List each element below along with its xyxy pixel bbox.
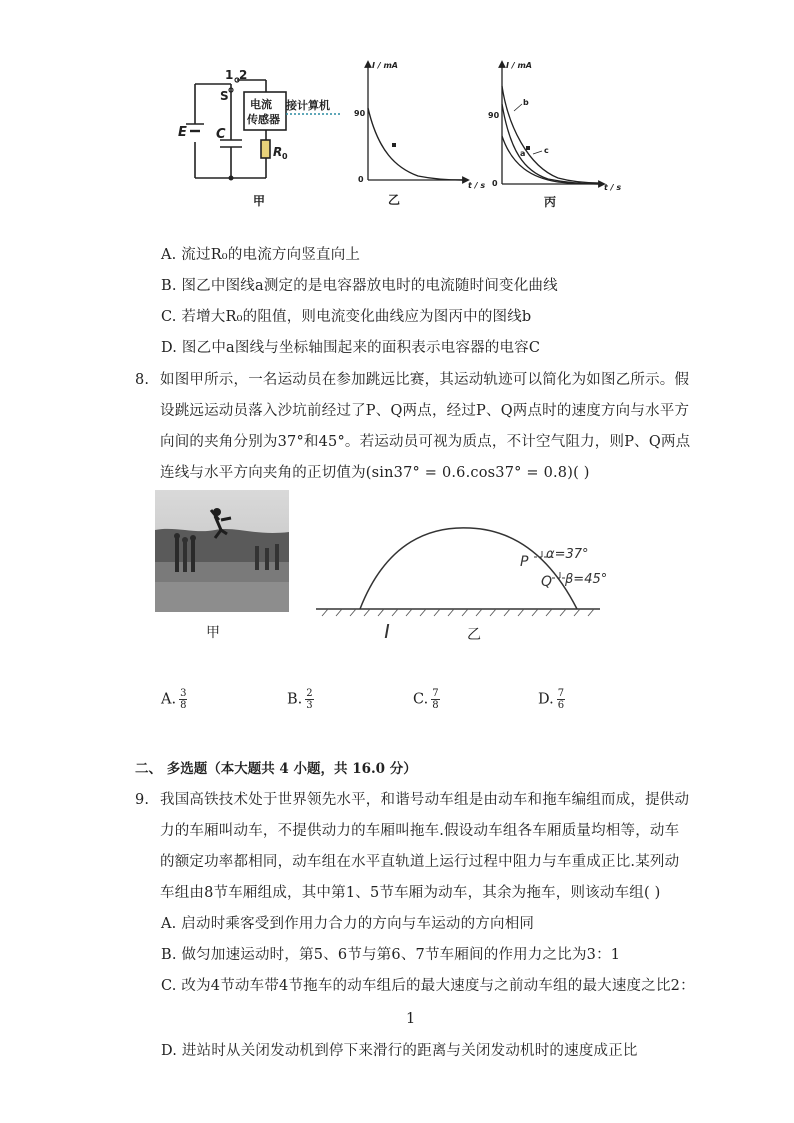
q8-stem-line4: 连线与水平方向夹角的正切值为(sin37° = 0.6.cos37° = 0.8)( ) (160, 465, 590, 481)
battery-label: E (178, 125, 187, 140)
point-q-label: Q (541, 574, 553, 590)
q7-option-a[interactable]: A. 流过R₀的电流方向竖直向上 (161, 247, 361, 263)
q7-option-d[interactable]: D. 图乙中a图线与坐标轴围起来的面积表示电容器的电容C (161, 340, 541, 356)
resistor-subscript: 0 (282, 152, 288, 161)
figure-caption-jia: 甲 (253, 194, 266, 208)
bing-axis-x-label: t / s (604, 183, 622, 192)
current-graph-bing (488, 56, 628, 211)
q9-stem-line3: 的额定功率都相同，动车组在水平直轨道上运行过程中阻力与车重成正比.某列动 (160, 854, 680, 870)
figure-caption-yi: 乙 (388, 193, 401, 207)
bing-curve-c: c (544, 146, 549, 155)
q8-option-a[interactable] (161, 688, 187, 711)
q9-option-c[interactable]: C. 改为4节动车带4节拖车的动车组后的最大速度与之前动车组的最大速度之比2： (161, 978, 695, 994)
sensor-label-line2: 传感器 (247, 113, 280, 126)
q8-option-d-den: 6 (557, 700, 565, 711)
q8-option-c[interactable] (413, 688, 440, 711)
point-p-label: P (520, 554, 529, 570)
q8-option-c-num: 7 (432, 688, 439, 699)
long-jump-photo (155, 490, 289, 612)
q9-stem-line2: 力的车厢叫动车，不提供动力的车厢叫拖车.假设动车组各车厢质量均相等，动车 (160, 823, 680, 839)
q8-option-c-letter: C. (413, 691, 429, 708)
q8-stem-line2: 设跳远运动员落入沙坑前经过了P、Q两点，经过P、Q两点时的速度方向与水平方 (160, 403, 690, 419)
bing-tick-0: 0 (492, 179, 498, 188)
q7-option-c[interactable]: C. 若增大R₀的阻值，则电流变化曲线应为图丙中的图线b (161, 309, 532, 325)
q9-number: 9. (135, 792, 150, 808)
q8-option-a-den: 8 (180, 700, 187, 711)
section-title: 二、 多选题（本大题共 4 小题，共 16.0 分） (135, 761, 417, 777)
q8-option-b-num: 2 (306, 688, 313, 699)
yi-tick-0: 0 (358, 175, 364, 184)
q9-option-a[interactable]: A. 启动时乘客受到作用力合力的方向与车运动的方向相同 (161, 916, 535, 932)
q8-option-c-den: 8 (432, 700, 439, 711)
circuit-diagram-jia (170, 62, 350, 212)
q9-option-d[interactable]: D. 进站时从关闭发动机到停下来滑行的距离与关闭发动机时的速度成正比 (161, 1043, 638, 1059)
figure-caption-bing: 丙 (544, 195, 557, 209)
capacitor-label: C (216, 127, 226, 142)
trajectory-diagram (312, 520, 642, 620)
q8-option-b-den: 3 (306, 700, 313, 711)
q8-stem-line3: 向间的夹角分别为37°和45°。若运动员可视为质点，不计空气阻力，则P、Q两点 (160, 434, 691, 450)
q8-option-a-num: 3 (180, 688, 187, 699)
current-graph-yi (348, 56, 488, 211)
q8-option-b[interactable] (287, 688, 314, 711)
photo-caption-jia: 甲 (206, 625, 220, 641)
q8-option-d-letter: D. (538, 691, 554, 708)
q8-stem-line1: 如图甲所示，一名运动员在参加跳远比赛，其运动轨迹可以简化为如图乙所示。假 (160, 372, 690, 388)
q8-option-a-letter: A. (161, 691, 177, 708)
resistor-label: R (273, 145, 283, 159)
q8-option-d[interactable] (538, 688, 565, 711)
q9-option-c-continuation: 1 (406, 1011, 416, 1027)
q8-option-d-num: 7 (557, 688, 565, 699)
bing-axis-y-label: I / mA (506, 61, 532, 70)
sensor-label-line1: 电流 (250, 98, 272, 111)
bing-curve-b: b (523, 98, 529, 107)
angle-alpha-label: α=37° (546, 547, 589, 562)
q8-number: 8. (135, 372, 150, 388)
q8-option-b-letter: B. (287, 691, 303, 708)
yi-tick-90: 90 (354, 109, 366, 118)
switch-label-s: S (220, 89, 229, 103)
computer-label: 接计算机 (286, 99, 330, 112)
diagram-mark (385, 624, 397, 638)
q9-stem-line1: 我国高铁技术处于世界领先水平，和谐号动车组是由动车和拖车编组而成，提供动 (160, 792, 690, 808)
q7-option-b[interactable]: B. 图乙中图线a测定的是电容器放电时的电流随时间变化曲线 (161, 278, 558, 294)
bing-curve-a: a (520, 149, 526, 158)
bing-tick-90: 90 (488, 111, 500, 120)
q9-option-b[interactable]: B. 做匀加速运动时，第5、6节与第6、7节车厢间的作用力之比为3：1 (161, 947, 621, 963)
yi-axis-y-label: I / mA (372, 61, 398, 70)
diagram-caption-yi: 乙 (467, 627, 481, 643)
angle-beta-label: β=45° (565, 572, 608, 587)
switch-label-1: 1 (225, 68, 234, 82)
switch-label-2: 2 (239, 68, 248, 82)
q9-stem-line4: 车组由8节车厢组成，其中第1、5节车厢为动车，其余为拖车，则该动车组( ) (160, 885, 661, 901)
yi-axis-x-label: t / s (468, 181, 486, 190)
